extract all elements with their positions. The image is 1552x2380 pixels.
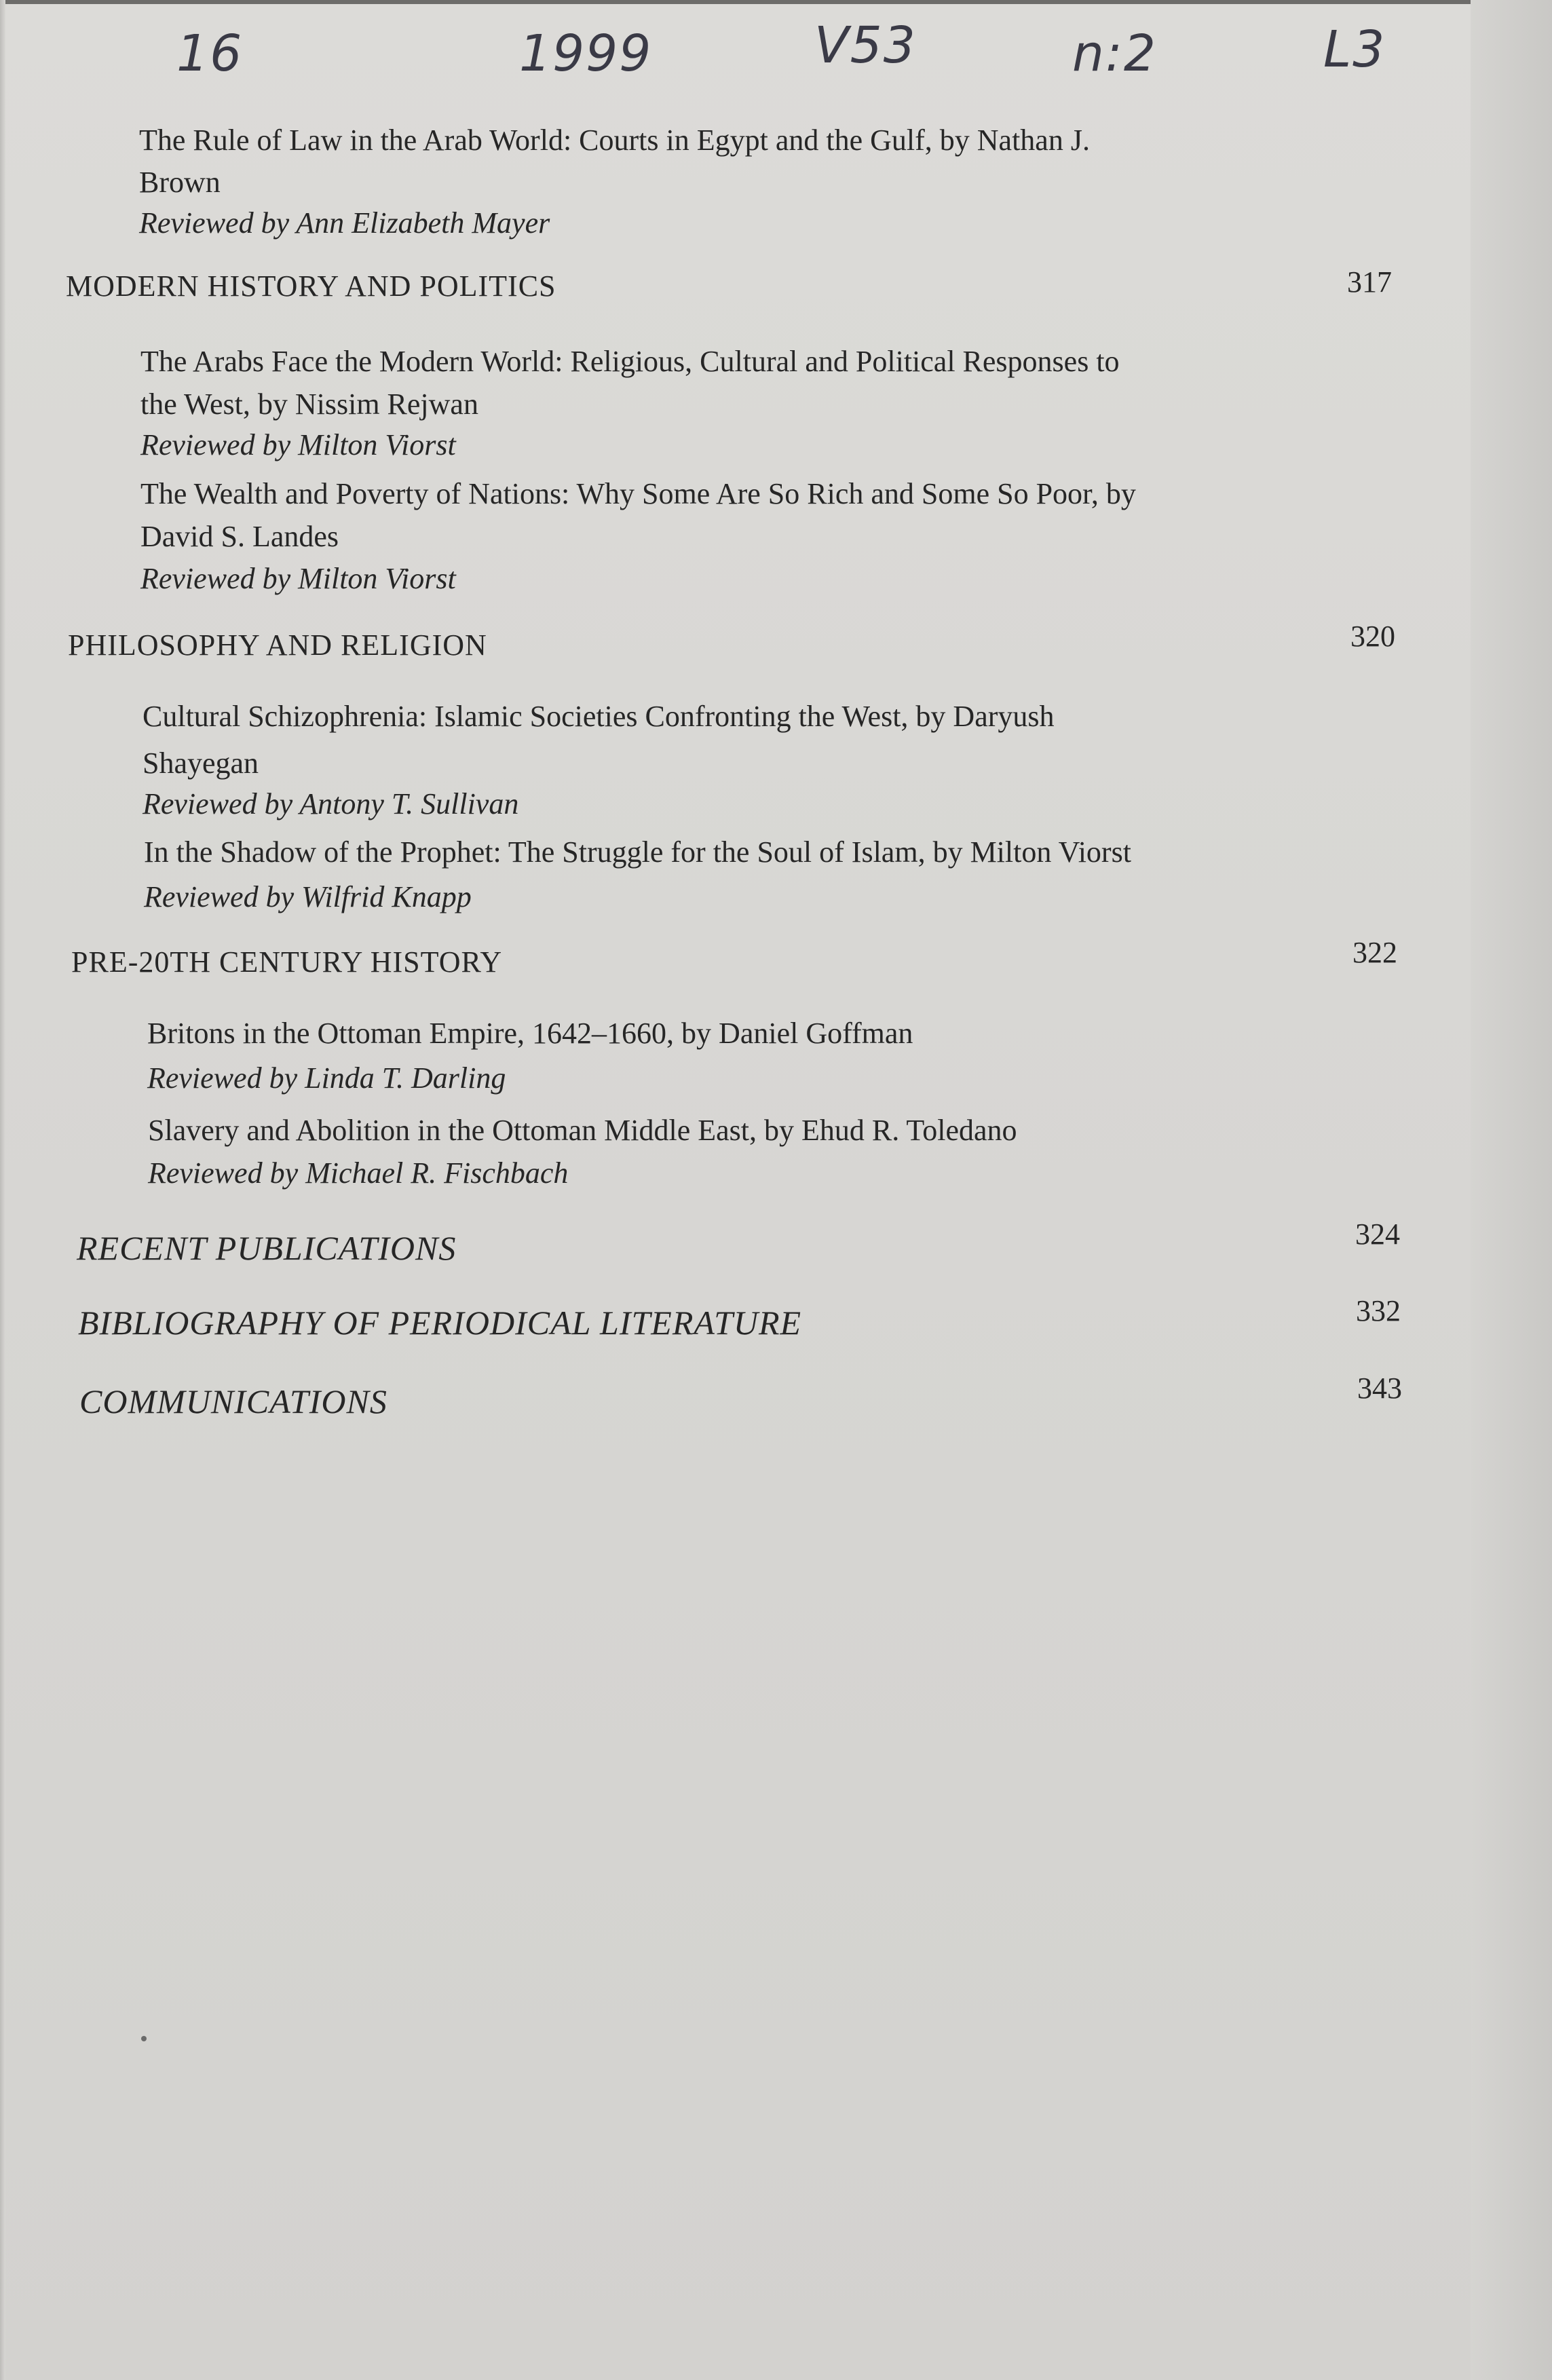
page-number: 322 bbox=[1352, 936, 1397, 969]
reviewer-name: Reviewed by Milton Viorst bbox=[140, 562, 456, 595]
handwritten-annotations bbox=[0, 14, 1552, 95]
review-title-continued: Brown bbox=[139, 166, 221, 199]
reviewer-name: Reviewed by Ann Elizabeth Mayer bbox=[139, 206, 550, 240]
reviewer-name: Reviewed by Antony T. Sullivan bbox=[143, 787, 519, 820]
review-title: Cultural Schizophrenia: Islamic Societies Confronting the West, by Daryush bbox=[143, 700, 1055, 733]
page-top-edge bbox=[0, 0, 1552, 4]
review-title-continued: Shayegan bbox=[143, 747, 259, 780]
page-number: 343 bbox=[1357, 1372, 1402, 1405]
page-right-edge bbox=[1471, 0, 1552, 2380]
section-heading-modern-history: MODERN HISTORY AND POLITICS bbox=[66, 269, 556, 303]
reviewer-name: Reviewed by Milton Viorst bbox=[140, 428, 456, 461]
reviewer-name: Reviewed by Wilfrid Knapp bbox=[144, 880, 472, 913]
reviewer-name: Reviewed by Linda T. Darling bbox=[147, 1061, 506, 1095]
review-title: Slavery and Abolition in the Ottoman Middle East, by Ehud R. Toledano bbox=[148, 1114, 1017, 1147]
handwritten-issue-number: n:2 bbox=[1072, 24, 1157, 83]
review-title-continued: the West, by Nissim Rejwan bbox=[140, 388, 478, 421]
review-title: The Arabs Face the Modern World: Religious, Cultural and Political Responses to bbox=[140, 345, 1120, 378]
review-title: The Wealth and Poverty of Nations: Why Some Are So Rich and Some So Poor, by bbox=[140, 477, 1136, 510]
section-heading-philosophy-religion: PHILOSOPHY AND RELIGION bbox=[68, 628, 487, 662]
page-left-edge bbox=[0, 0, 5, 2380]
review-title: In the Shadow of the Prophet: The Struggle for the Soul of Islam, by Milton Viorst bbox=[144, 835, 1131, 869]
section-heading-recent-publications: RECENT PUBLICATIONS bbox=[77, 1229, 457, 1267]
handwritten-volume-number: 16 bbox=[176, 24, 244, 83]
page-number: 317 bbox=[1347, 265, 1392, 299]
review-title: The Rule of Law in the Arab World: Courts in Egypt and the Gulf, by Nathan J. bbox=[139, 124, 1090, 157]
handwritten-volume: V53 bbox=[814, 16, 917, 75]
handwritten-shelf-mark: L3 bbox=[1323, 20, 1386, 79]
review-title: Britons in the Ottoman Empire, 1642–1660, by Daniel Goffman bbox=[147, 1017, 913, 1050]
page-number: 332 bbox=[1356, 1294, 1401, 1327]
page-number: 324 bbox=[1355, 1217, 1400, 1251]
paper-speck bbox=[141, 2036, 147, 2041]
section-heading-bibliography: BIBLIOGRAPHY OF PERIODICAL LITERATURE bbox=[78, 1304, 802, 1342]
page-number: 320 bbox=[1350, 620, 1395, 653]
handwritten-year: 1999 bbox=[519, 24, 653, 83]
review-title-continued: David S. Landes bbox=[140, 520, 339, 553]
section-heading-pre-20th-century: PRE-20TH CENTURY HISTORY bbox=[71, 945, 503, 979]
section-heading-communications: COMMUNICATIONS bbox=[79, 1382, 387, 1420]
reviewer-name: Reviewed by Michael R. Fischbach bbox=[148, 1156, 569, 1190]
